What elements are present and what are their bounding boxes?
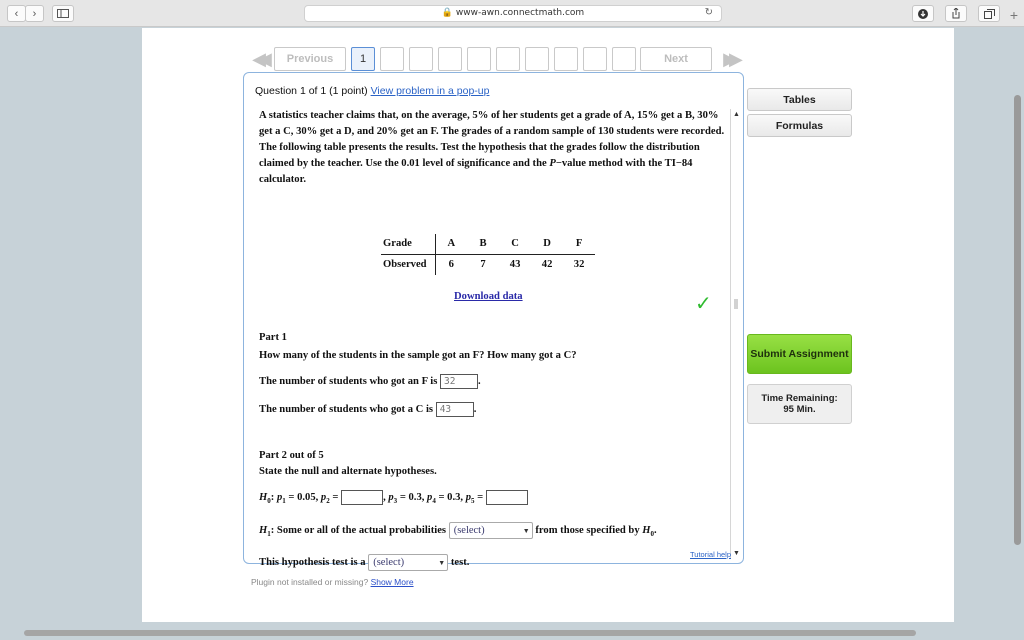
- plugin-text: Plugin not installed or missing?: [251, 577, 369, 587]
- select-value: (select): [453, 525, 485, 536]
- submit-assignment-button[interactable]: Submit Assignment: [747, 334, 852, 374]
- time-remaining-value: 95 Min.: [783, 404, 816, 415]
- p1-value: = 0.05,: [288, 492, 319, 503]
- page-slot: [409, 47, 433, 71]
- download-icon: [918, 9, 928, 19]
- grade-cell: A: [435, 234, 467, 255]
- grades-table: [381, 234, 595, 275]
- h1-tail: from those specified by: [535, 524, 640, 536]
- previous-button[interactable]: Previous: [274, 47, 346, 71]
- page-slot: [525, 47, 549, 71]
- new-tab-icon[interactable]: +: [1009, 7, 1018, 23]
- problem-statement: [259, 108, 727, 188]
- question-number: Question 1 of 1 (1 point): [255, 85, 368, 97]
- test-type-label: This hypothesis test is a: [259, 556, 366, 568]
- download-data-link[interactable]: Download data: [454, 291, 523, 302]
- null-hypothesis-row: $H_0$: $p_1 = 0.05$, $p_2$ = , $p_3 = 0.3$, $p_4 = 0.3$, $p_5$ =: [259, 490, 528, 509]
- forward-button[interactable]: [25, 5, 44, 22]
- answer-f-label: The number of students who got an F is: [259, 376, 438, 387]
- address-bar[interactable]: [304, 5, 722, 22]
- share-button[interactable]: [945, 5, 967, 22]
- time-remaining-label: Time Remaining:: [761, 393, 838, 404]
- sidebar-toggle-button[interactable]: [52, 5, 74, 22]
- answer-f-input[interactable]: 32: [440, 374, 478, 389]
- p-symbol: P: [549, 158, 556, 169]
- p2-input[interactable]: [341, 490, 383, 505]
- checkmark-icon: ✓: [695, 291, 712, 315]
- alt-hypothesis-row: $H_1$: Some or all of the actual probabilities (select) ▼ from those specified by $H_0$.: [259, 522, 657, 542]
- first-page-icon[interactable]: ◀◀: [252, 48, 264, 69]
- tabs-icon: [984, 9, 995, 19]
- page-slot: [496, 47, 520, 71]
- last-page-icon[interactable]: ▶▶: [723, 48, 735, 69]
- tables-button[interactable]: Tables: [747, 88, 852, 111]
- p4-value: = 0.3,: [438, 492, 464, 503]
- sidebar-icon: [57, 9, 69, 18]
- page-slot: [467, 47, 491, 71]
- popup-link[interactable]: View problem in a pop-up: [370, 85, 490, 97]
- grade-cell: D: [531, 234, 563, 255]
- p5-input[interactable]: [486, 490, 528, 505]
- page-slot: [612, 47, 636, 71]
- time-remaining-panel: [747, 384, 852, 424]
- url-text: www-awn.connectmath.com: [455, 8, 585, 18]
- row-label: Grade: [381, 234, 435, 255]
- part2-prompt: State the null and alternate hypotheses.: [259, 466, 437, 477]
- browser-toolbar: [0, 0, 1024, 27]
- observed-cell: 32: [573, 259, 585, 270]
- dropdown-arrow-icon: ▼: [522, 527, 530, 535]
- test-type-select[interactable]: [368, 554, 448, 571]
- dropdown-arrow-icon: ▼: [438, 559, 446, 567]
- observed-cell: 6: [448, 259, 454, 270]
- table-row: [381, 234, 595, 255]
- scroll-thumb[interactable]: [734, 299, 738, 309]
- scroll-down-icon[interactable]: ▼: [733, 550, 740, 557]
- p-symbol: p: [276, 492, 283, 503]
- question-panel: [243, 72, 744, 568]
- plugin-notice: [251, 577, 414, 587]
- observed-cell: 43: [509, 259, 521, 270]
- show-more-link[interactable]: Show More: [370, 577, 414, 587]
- part1-title: Part 1: [259, 332, 287, 343]
- table-row: [381, 255, 595, 276]
- formulas-button[interactable]: Formulas: [747, 114, 852, 137]
- page-slot: [583, 47, 607, 71]
- grade-cell: F: [563, 234, 595, 255]
- chevron-right-icon: ›: [32, 7, 37, 20]
- share-icon: [951, 8, 961, 19]
- chevron-left-icon: ‹: [14, 7, 19, 20]
- page-button-1[interactable]: 1: [351, 47, 375, 71]
- question-header: [255, 85, 489, 97]
- page-slot: [438, 47, 462, 71]
- grade-cell: C: [499, 234, 531, 255]
- tutorial-help-link[interactable]: Tutorial help: [690, 550, 731, 559]
- lock-icon: 🔒: [441, 8, 454, 18]
- observed-cell: 7: [480, 259, 486, 270]
- h1-select[interactable]: [449, 522, 533, 539]
- page-slot: [380, 47, 404, 71]
- reload-icon[interactable]: ↻: [704, 7, 713, 18]
- row-label: Observed: [381, 255, 435, 276]
- problem-text: A statistics teacher claims that, on the average, 5% of her students get a grade of A, 15% get a B, 30% get a C, 30% get a D, and 20% get an F. The grades of a random sample of 130 students were recorded. The following table presents the results. Test the hypothesis that the grades follow the distribution claimed by the teacher. Use the 0.01 level of significance and the: [259, 110, 725, 169]
- h1-text: : Some or all of the actual probabilities: [270, 524, 447, 536]
- answer-c-label: The number of students who got a C is: [259, 404, 434, 415]
- part2-title: Part 2 out of 5: [259, 450, 324, 461]
- test-type-row: [259, 554, 469, 571]
- downloads-button[interactable]: [912, 5, 934, 22]
- observed-cell: 42: [541, 259, 553, 270]
- test-type-suffix: test.: [450, 556, 470, 568]
- part1-prompt: How many of the students in the sample got an F? How many got a C?: [259, 350, 577, 361]
- answer-c-row: The number of students who got a C is 43 .: [259, 404, 477, 416]
- p3-value: = 0.3,: [399, 492, 425, 503]
- question-scrollbar[interactable]: [730, 109, 741, 559]
- answer-f-row: The number of students who got an F is 32 .: [259, 376, 481, 388]
- problem-text-tail: −value method with the TI−84 calculator.: [259, 158, 693, 185]
- tabs-button[interactable]: [978, 5, 1000, 22]
- page-horizontal-scrollbar[interactable]: [24, 630, 916, 636]
- page-slot: [554, 47, 578, 71]
- scroll-up-icon[interactable]: ▲: [733, 111, 740, 118]
- back-button[interactable]: [7, 5, 26, 22]
- next-button[interactable]: Next: [640, 47, 712, 71]
- grade-cell: B: [467, 234, 499, 255]
- select-value: (select): [373, 557, 405, 568]
- page-vertical-scrollbar[interactable]: [1014, 95, 1021, 545]
- answer-c-input[interactable]: 43: [436, 402, 474, 417]
